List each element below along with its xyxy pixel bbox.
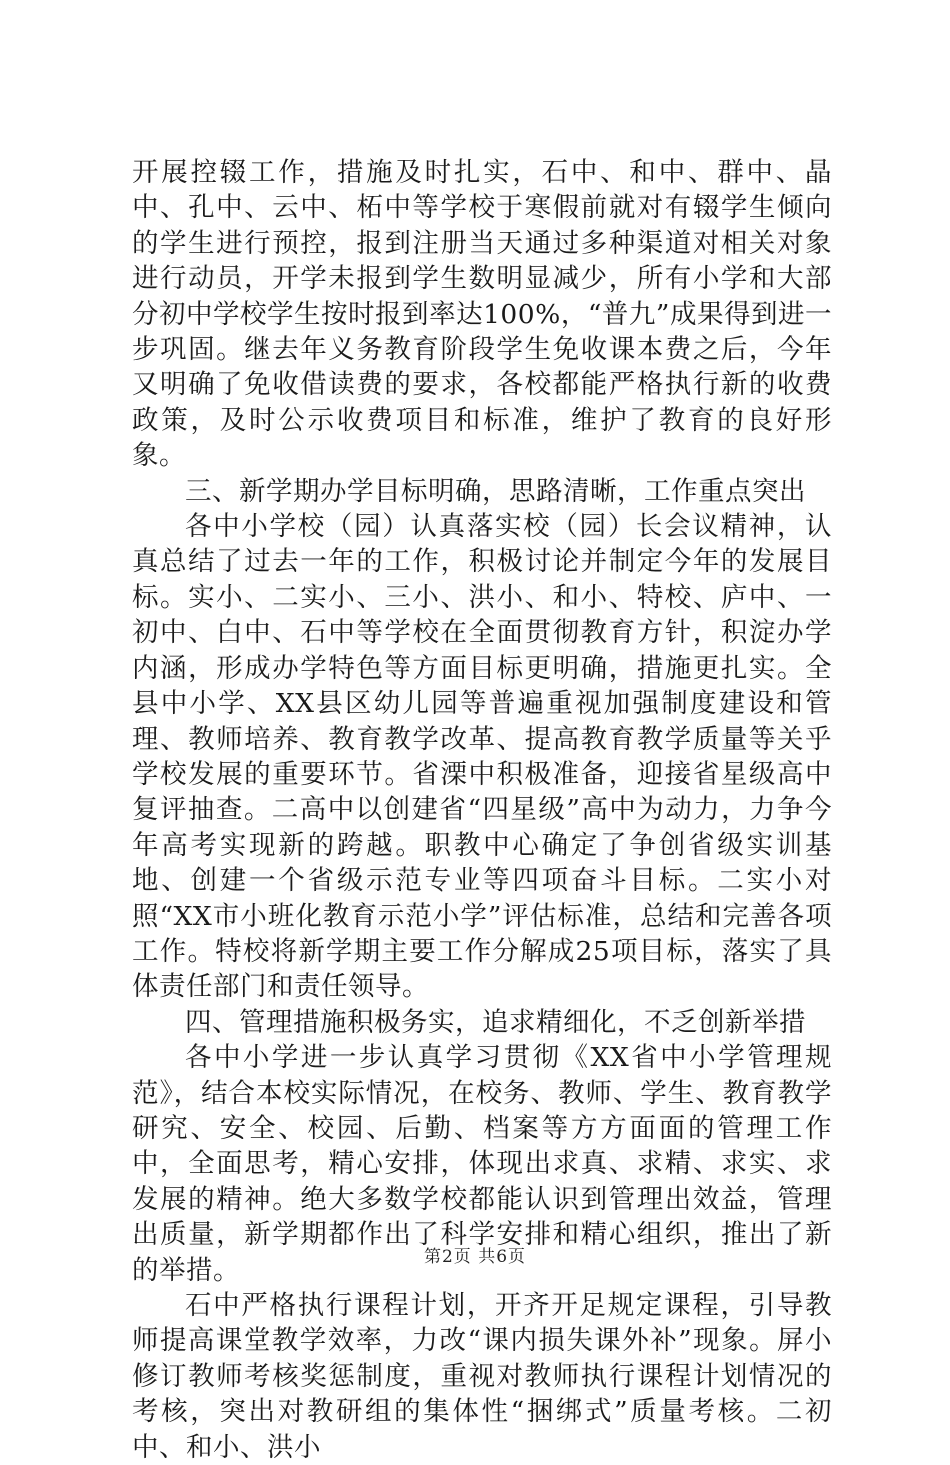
paragraph-continuation: 开展控辍工作，措施及时扎实，石中、和中、群中、晶中、孔中、云中、柘中等学校于寒假前就对有辍学生倾向的学生进行预控，报到注册当天通过多种渠道对相关对象进行动员，开学未报到学生数明显减少，所有小学和大部分初中学校学生按时报到率达100%，“普九”成果得到进一步巩固。继去年义务教育阶段学生免收课本费之后，今年又明确了免收借读费的要求，各校都能严格执行新的收费政策，及时公示收费项目和标准，维护了教育的良好形象。 xyxy=(132,157,832,472)
page-footer: 第2页 共6页 xyxy=(423,1247,527,1267)
paragraph-management: 各中小学进一步认真学习贯彻《XX省中小学管理规范》，结合本校实际情况，在校务、教师、学生、教育教学研究、安全、校园、后勤、档案等方方面面的管理工作中，全面思考，精心安排，体现出求真、求精、求实、求发展的精神。绝大多数学校都能认识到管理出效益，管理出质量，新学期都作出了科学安排和精心组织，推出了新的举措。 xyxy=(132,1042,832,1286)
document-body xyxy=(132,155,832,1465)
paragraph-curriculum: 石中严格执行课程计划，开齐开足规定课程，引导教师提高课堂教学效率，力改“课内损失课外补”现象。屏小修订教师考核奖惩制度，重视对教师执行课程计划情况的考核，突出对教研组的集体性“捆绑式”质量考核。二初中、和小、洪小 xyxy=(132,1290,832,1463)
section-heading-3: 三、新学期办学目标明确，思路清晰，工作重点突出 xyxy=(185,475,806,507)
section-heading-4: 四、管理措施积极务实，追求精细化，不乏创新举措 xyxy=(185,1006,806,1038)
paragraph-goals: 各中小学校（园）认真落实校（园）长会议精神，认真总结了过去一年的工作，积极讨论并制定今年的发展目标。实小、二实小、三小、洪小、和小、特校、庐中、一初中、白中、石中等学校在全面贯彻教育方针，积淀办学内涵，形成办学特色等方面目标更明确，措施更扎实。全县中小学、XX县区幼儿园等普遍重视加强制度建设和管理、教师培养、教育教学改革、提高教育教学质量等关乎学校发展的重要环节。省溧中积极准备，迎接省星级高中复评抽查。二高中以创建省“四星级”高中为动力，力争今年高考实现新的跨越。职教中心确定了争创省级实训基地、创建一个省级示范专业等四项奋斗目标。二实小对照“XX市小班化教育示范小学”评估标准，总结和完善各项工作。特校将新学期主要工作分解成25项目标，落实了具体责任部门和责任领导。 xyxy=(132,511,832,1003)
